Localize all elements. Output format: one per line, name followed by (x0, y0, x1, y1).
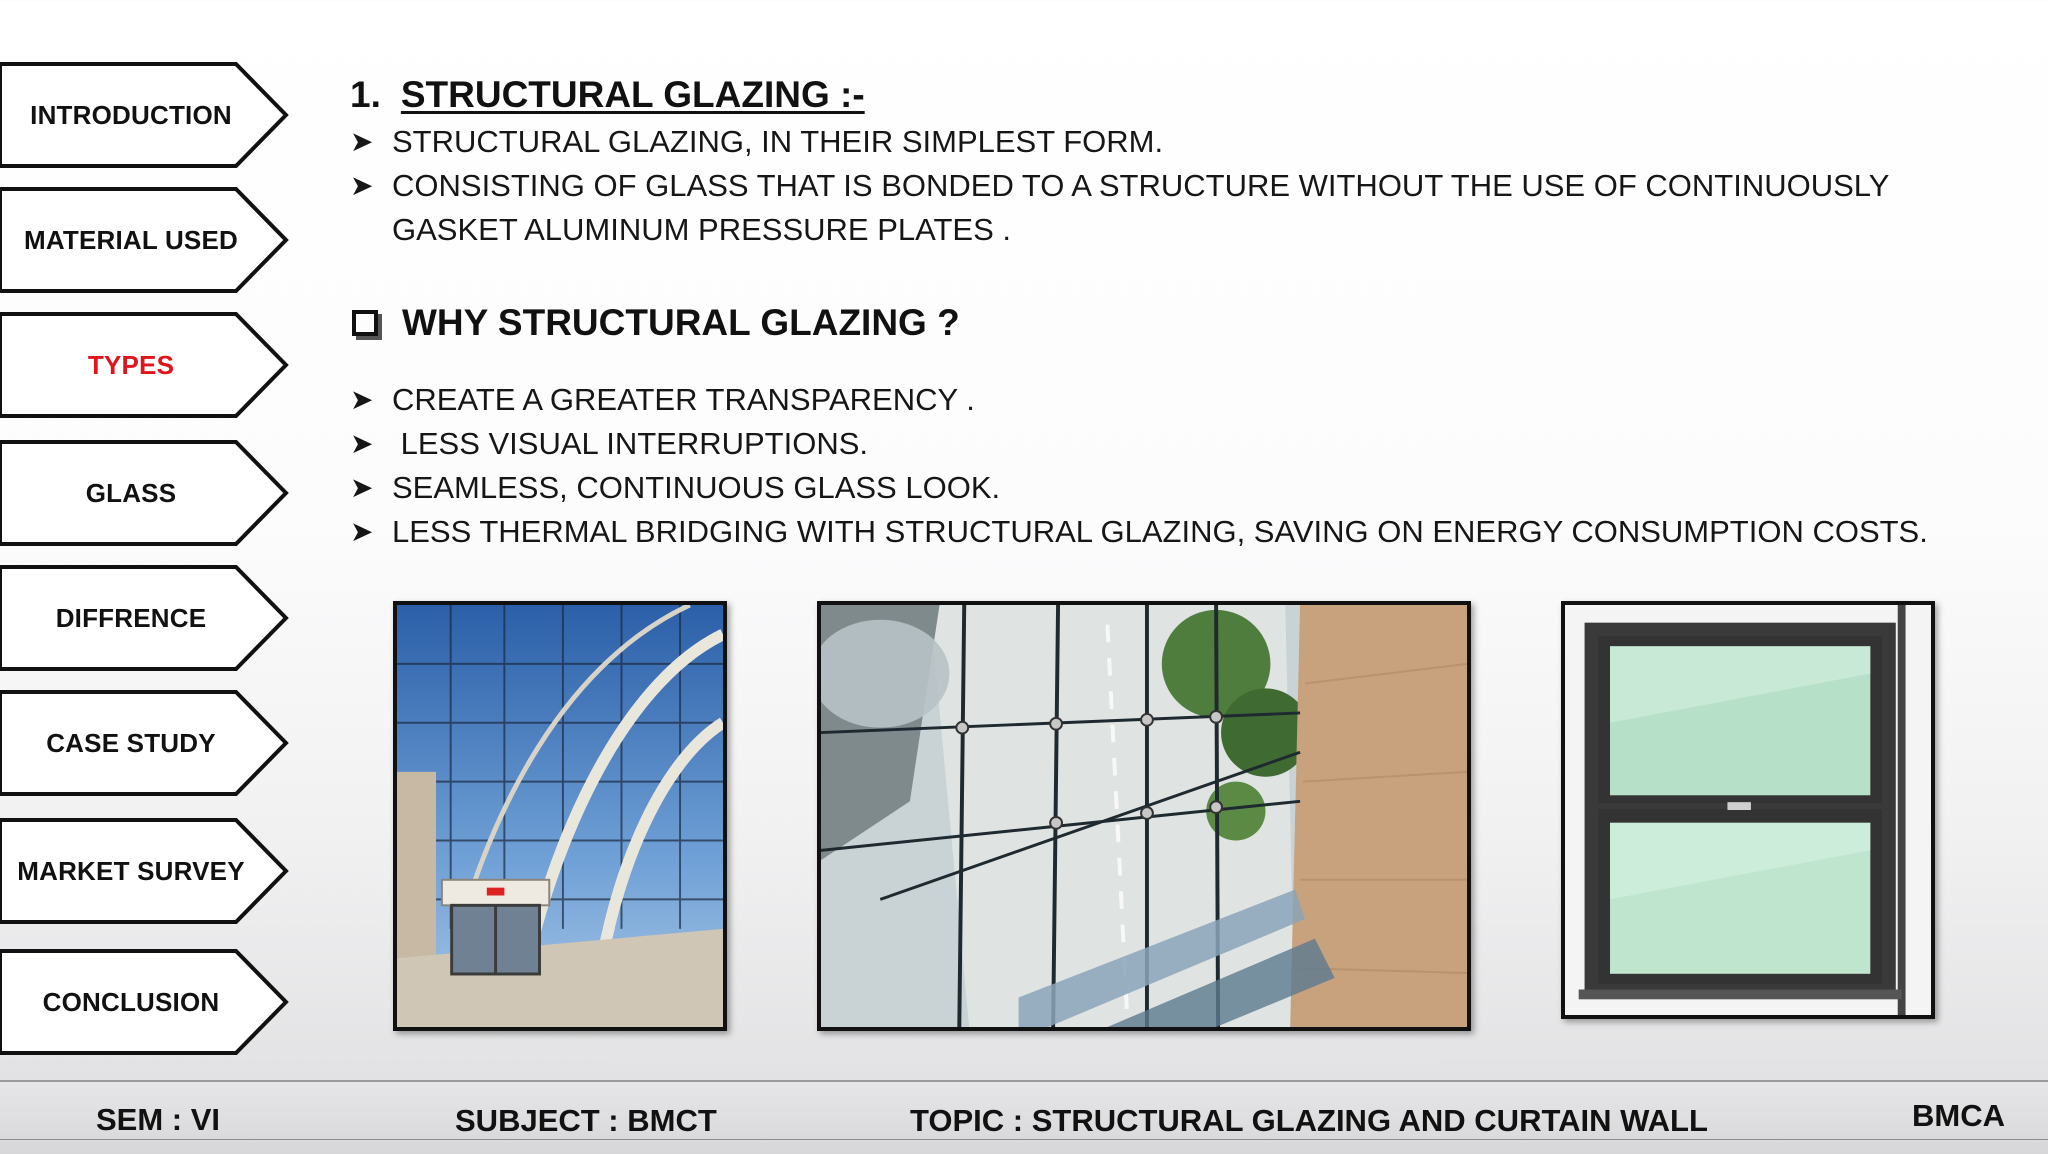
sidebar-nav (0, 0, 300, 1080)
bullet-text: STRUCTURAL GLAZING, IN THEIR SIMPLEST FORM. (392, 124, 1164, 159)
bullet-item (350, 378, 2010, 422)
footer-subject: SUBJECT : BMCT (455, 1103, 717, 1138)
nav-label: MATERIAL USED (24, 224, 238, 255)
slide-footer (0, 1080, 2048, 1154)
section-heading (350, 70, 2010, 120)
bullet-item (350, 164, 2010, 252)
arrowhead-bullet-icon: ➤ (350, 170, 374, 201)
nav-label: CONCLUSION (42, 986, 220, 1017)
nav-item-market-survey[interactable] (0, 818, 290, 924)
nav-item-glass[interactable] (0, 440, 290, 546)
nav-item-introduction[interactable] (0, 62, 290, 168)
section-title: STRUCTURAL GLAZING :- (400, 74, 865, 115)
nav-label: INTRODUCTION (30, 99, 232, 130)
nav-label: MARKET SURVEY (17, 855, 245, 886)
bullet-text: CONSISTING OF GLASS THAT IS BONDED TO A STRUCTURE WITHOUT THE USE OF CONTINUOUSLY GASKET ALUMINUM PRESSURE PLATES . (392, 168, 1889, 247)
footer-semester: SEM : VI (96, 1102, 221, 1137)
arrowhead-bullet-icon: ➤ (350, 126, 374, 157)
nav-item-material-used[interactable] (0, 187, 290, 293)
footer-topic: TOPIC : STRUCTURAL GLAZING AND CURTAIN WALL (910, 1103, 1708, 1138)
nav-label-active: TYPES (87, 349, 175, 380)
arrowhead-bullet-icon: ➤ (350, 516, 374, 547)
footer-divider (0, 1139, 2048, 1140)
nav-label: DIFFRENCE (55, 602, 207, 633)
photo-glass-canopy-entrance (393, 601, 727, 1031)
bullet-item (350, 120, 2010, 164)
photo-glass-facade-spider-fittings (817, 601, 1471, 1031)
nav-item-case-study[interactable] (0, 690, 290, 796)
bullet-text: SEAMLESS, CONTINUOUS GLASS LOOK. (392, 470, 1001, 505)
arrowhead-bullet-icon: ➤ (350, 472, 374, 503)
bullet-text: CREATE A GREATER TRANSPARENCY . (392, 382, 975, 417)
bullet-text: LESS VISUAL INTERRUPTIONS. (392, 426, 869, 461)
bullet-item (350, 422, 2010, 466)
nav-item-diffrence[interactable] (0, 565, 290, 671)
footer-brand: BMCA (1912, 1098, 2005, 1133)
arrowhead-bullet-icon: ➤ (350, 428, 374, 459)
nav-item-conclusion[interactable] (0, 949, 290, 1055)
photo-framed-window (1561, 601, 1935, 1019)
slide-content (350, 70, 2010, 554)
bullet-item (350, 466, 2010, 510)
arrowhead-bullet-icon: ➤ (350, 384, 374, 415)
bullet-text: LESS THERMAL BRIDGING WITH STRUCTURAL GLAZING, SAVING ON ENERGY CONSUMPTION COSTS. (392, 514, 1928, 549)
why-title: WHY STRUCTURAL GLAZING ? (402, 302, 960, 343)
square-bullet-icon (352, 310, 378, 336)
why-heading (350, 298, 2010, 348)
nav-item-types[interactable] (0, 312, 290, 418)
section-number: 1. (350, 74, 381, 115)
nav-label: GLASS (85, 477, 177, 508)
bullet-item (350, 510, 2010, 554)
nav-label: CASE STUDY (46, 727, 216, 758)
why-bullet-list (350, 378, 2010, 554)
